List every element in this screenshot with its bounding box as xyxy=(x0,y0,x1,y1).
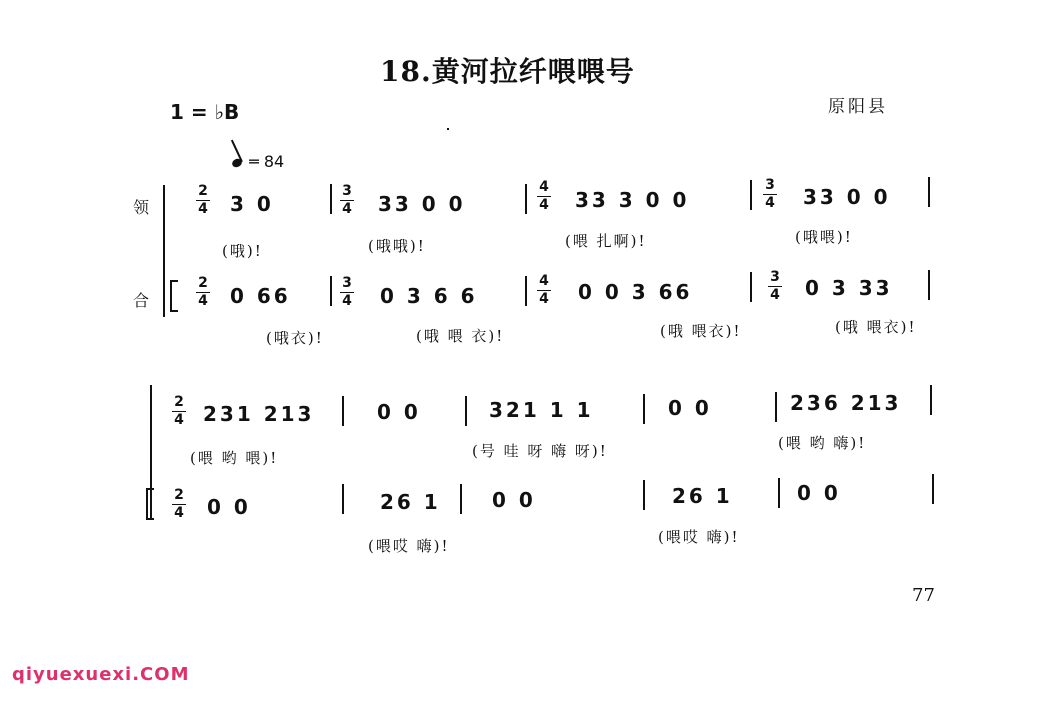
tempo-marking xyxy=(232,152,284,171)
barline xyxy=(643,394,645,424)
lyric: (哦 喂 衣)! xyxy=(416,327,505,345)
key-signature: 1 = ♭B xyxy=(170,100,240,124)
system2-chorus-bracket xyxy=(146,488,148,520)
barline xyxy=(330,184,332,214)
measure-notes: 321 1 1 xyxy=(489,398,594,422)
quarter-note-icon xyxy=(231,157,243,168)
lyric: (喂哎 嗨)! xyxy=(658,528,740,546)
barline xyxy=(525,184,527,214)
barline xyxy=(928,270,930,300)
measure-notes: 26 1 xyxy=(380,490,441,514)
time-signature: 4 4 xyxy=(537,180,551,213)
system1-chorus-bracket xyxy=(170,280,172,312)
origin-label: 原阳县 xyxy=(828,97,888,117)
measure-notes: 0 0 xyxy=(377,400,421,424)
stray-dot xyxy=(447,128,449,130)
time-signature: 4 4 xyxy=(537,274,551,307)
time-signature: 3 4 xyxy=(768,270,782,303)
page-title: 18.黄河拉纤喂喂号 xyxy=(380,55,635,88)
tempo-value: ═ 84 xyxy=(249,152,285,171)
lyric: (喂 哟 喂)! xyxy=(190,449,279,467)
time-signature: 3 4 xyxy=(340,184,354,217)
measure-notes: 0 0 xyxy=(492,488,536,512)
system1-brace xyxy=(163,185,165,317)
measure-notes: 0 3 33 xyxy=(805,276,893,300)
barline xyxy=(930,385,932,415)
site-watermark: qiyuexuexi.COM xyxy=(12,664,190,685)
measure-notes: 33 0 0 xyxy=(378,192,466,216)
time-signature: 2 4 xyxy=(172,395,186,428)
lyric: (哦 喂衣)! xyxy=(660,322,742,340)
measure-notes: 0 0 xyxy=(797,481,841,505)
barline xyxy=(460,484,462,514)
measure-notes: 0 3 6 6 xyxy=(380,284,478,308)
measure-notes: 33 3 0 0 xyxy=(575,188,690,212)
time-signature: 3 4 xyxy=(340,276,354,309)
barline xyxy=(775,392,777,422)
lyric: (号 哇 呀 嗨 呀)! xyxy=(472,442,608,460)
lyric: (喂 哟 嗨)! xyxy=(778,434,867,452)
measure-notes: 236 213 xyxy=(790,391,902,415)
lyric: (喂哎 嗨)! xyxy=(368,537,450,555)
measure-notes: 0 0 xyxy=(668,396,712,420)
lyric: (哦)! xyxy=(222,242,263,260)
part-label-lead: 领 xyxy=(133,198,150,217)
lyric: (哦喂)! xyxy=(795,228,853,246)
time-signature: 2 4 xyxy=(196,184,210,217)
barline xyxy=(342,396,344,426)
time-signature: 2 4 xyxy=(172,488,186,521)
barline xyxy=(330,276,332,306)
barline xyxy=(342,484,344,514)
lyric: (哦 喂衣)! xyxy=(835,318,917,336)
page-number: 77 xyxy=(912,585,935,606)
lyric: (哦衣)! xyxy=(266,329,324,347)
time-signature: 3 4 xyxy=(763,178,777,211)
lyric: (喂 扎啊)! xyxy=(565,232,647,250)
measure-notes: 231 213 xyxy=(203,402,315,426)
barline xyxy=(750,180,752,210)
barline xyxy=(525,276,527,306)
time-signature: 2 4 xyxy=(196,276,210,309)
barline xyxy=(643,480,645,510)
system2-brace xyxy=(150,385,152,520)
lyric: (哦哦)! xyxy=(368,237,426,255)
barline xyxy=(465,396,467,426)
barline xyxy=(932,474,934,504)
barline xyxy=(928,177,930,207)
measure-notes: 33 0 0 xyxy=(803,185,891,209)
measure-notes: 0 0 3 66 xyxy=(578,280,693,304)
measure-notes: 3 0 xyxy=(230,192,274,216)
part-label-chorus: 合 xyxy=(133,291,150,310)
measure-notes: 26 1 xyxy=(672,484,733,508)
measure-notes: 0 0 xyxy=(207,495,251,519)
barline xyxy=(778,478,780,508)
measure-notes: 0 66 xyxy=(230,284,291,308)
barline xyxy=(750,272,752,302)
